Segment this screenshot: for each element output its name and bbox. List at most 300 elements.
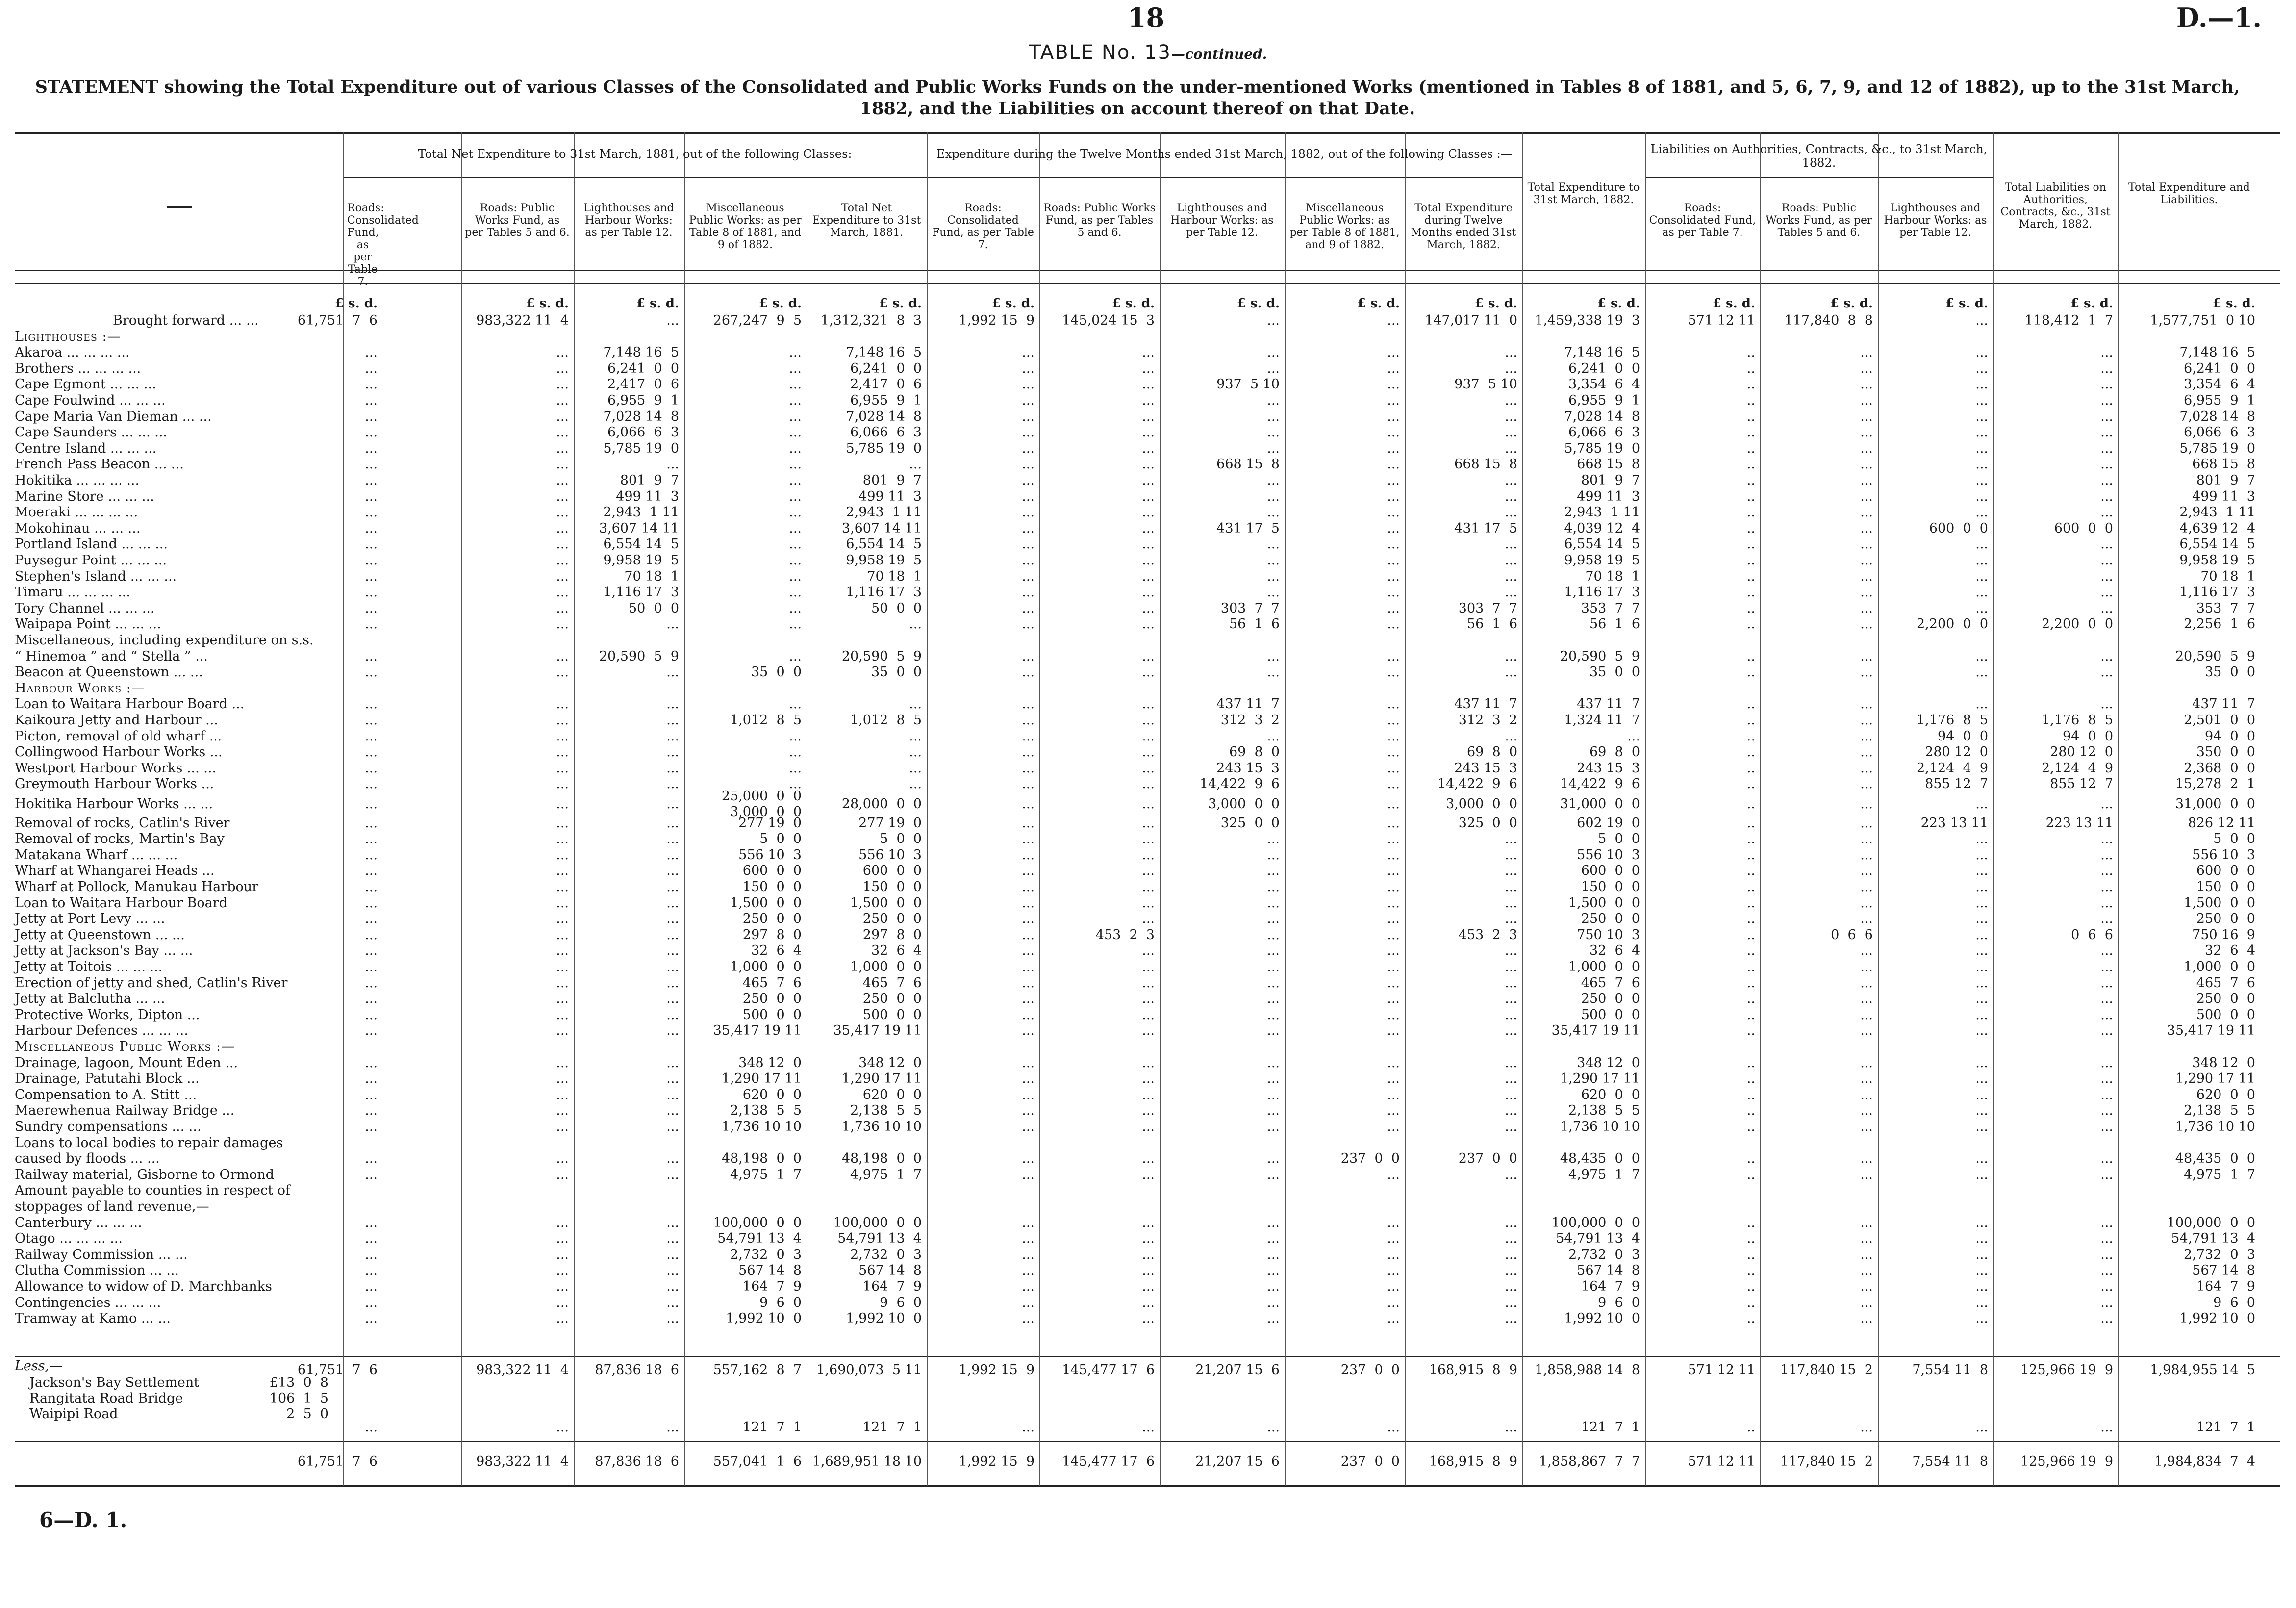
table-cell: ... bbox=[1975, 1103, 1988, 1119]
table-cell: ... bbox=[1505, 1007, 1517, 1022]
table-cell: 1,992 10 0 bbox=[2179, 1311, 2255, 1327]
currency-units: £ s. d. bbox=[2212, 296, 2255, 311]
table-cell: ... bbox=[365, 1087, 378, 1102]
table-cell: ... bbox=[1387, 393, 1400, 408]
row-label: Lighthouses :— bbox=[15, 329, 121, 344]
table-cell: ... bbox=[556, 696, 569, 712]
table-cell: 20,590 5 9 bbox=[2175, 648, 2255, 664]
table-cell: .. bbox=[1746, 488, 1755, 504]
table-cell: 70 18 1 bbox=[1585, 568, 1640, 584]
table-cell: ... bbox=[1387, 959, 1400, 974]
table-cell: ... bbox=[1505, 1055, 1517, 1071]
table-cell: ... bbox=[2100, 1007, 2113, 1022]
table-cell: ... bbox=[365, 377, 378, 392]
table-cell: ... bbox=[666, 1151, 679, 1167]
table-cell: 571 12 11 bbox=[1688, 313, 1755, 328]
table-cell: ... bbox=[365, 728, 378, 744]
table-cell: 277 19 0 bbox=[738, 815, 802, 831]
table-cell: ... bbox=[556, 1023, 569, 1039]
table-cell: ... bbox=[365, 648, 378, 664]
table-cell: 801 9 7 bbox=[862, 473, 922, 488]
row-label: Timaru ... ... ... ... bbox=[15, 585, 130, 600]
table-cell: 5,785 19 0 bbox=[603, 440, 679, 456]
row-label: Allowance to widow of D. Marchbanks bbox=[15, 1279, 272, 1294]
table-cell: 14,422 9 6 bbox=[1437, 776, 1517, 792]
table-cell: ... bbox=[1267, 393, 1280, 408]
table-cell: ... bbox=[666, 664, 679, 680]
currency-units: £ s. d. bbox=[758, 296, 802, 311]
table-cell: ... bbox=[365, 1247, 378, 1262]
row-label: Puysegur Point ... ... ... bbox=[15, 553, 167, 568]
table-cell: ... bbox=[1267, 728, 1280, 744]
table-cell: ... bbox=[1022, 760, 1034, 776]
table-cell: 348 12 0 bbox=[738, 1055, 802, 1071]
table-cell: 556 10 3 bbox=[1577, 847, 1640, 863]
row-label: Contingencies ... ... ... bbox=[15, 1295, 161, 1310]
table-cell: ... bbox=[1860, 1263, 1873, 1278]
table-cell: ... bbox=[1022, 1087, 1034, 1102]
table-cell: ... bbox=[2100, 408, 2113, 424]
table-cell: ... bbox=[556, 457, 569, 472]
table-cell: ... bbox=[1267, 1151, 1280, 1167]
table-cell: 56 1 6 bbox=[1229, 616, 1280, 632]
subtotal-cell: 87,836 18 6 bbox=[595, 1362, 679, 1378]
table-cell: ... bbox=[556, 553, 569, 568]
table-cell: ... bbox=[1860, 505, 1873, 520]
table-cell: ... bbox=[1022, 1151, 1034, 1167]
table-cell: ... bbox=[2100, 1247, 2113, 1262]
table-cell: ... bbox=[789, 616, 802, 632]
table-cell: .. bbox=[1746, 345, 1755, 360]
subtotal-cell: 983,322 11 4 bbox=[476, 1362, 569, 1378]
table-cell: ... bbox=[556, 796, 569, 812]
table-cell: .. bbox=[1746, 1055, 1755, 1071]
table-cell: ... bbox=[2100, 488, 2113, 504]
table-cell: 1,012 8 5 bbox=[730, 713, 802, 728]
table-cell: ... bbox=[365, 1215, 378, 1230]
table-cell: ... bbox=[365, 815, 378, 831]
table-cell: ... bbox=[666, 728, 679, 744]
table-cell: ... bbox=[909, 616, 922, 632]
table-cell: ... bbox=[365, 536, 378, 552]
table-cell: ... bbox=[1022, 553, 1034, 568]
table-cell: 2,943 1 11 bbox=[2179, 505, 2255, 520]
table-cell: .. bbox=[1746, 744, 1755, 760]
table-cell: ... bbox=[365, 360, 378, 376]
row-label: Cape Saunders ... ... ... bbox=[15, 425, 167, 440]
table-cell: ... bbox=[1022, 776, 1034, 792]
table-cell: 237 0 0 bbox=[1458, 1151, 1517, 1167]
column-header: Total Expenditure and Liabilities. bbox=[2128, 181, 2250, 206]
table-cell: ... bbox=[365, 927, 378, 943]
subtotal-cell: 145,477 17 6 bbox=[1062, 1362, 1155, 1378]
table-cell: ... bbox=[1505, 568, 1517, 584]
table-cell: ... bbox=[556, 1263, 569, 1278]
table-cell: 164 7 9 bbox=[2196, 1279, 2255, 1294]
table-cell: .. bbox=[1746, 927, 1755, 943]
table-cell: 620 0 0 bbox=[1581, 1087, 1640, 1102]
table-cell: .. bbox=[1746, 648, 1755, 664]
table-cell: 499 11 3 bbox=[858, 488, 922, 504]
table-cell: ... bbox=[1387, 760, 1400, 776]
table-cell: ... bbox=[666, 959, 679, 974]
table-cell: 5,785 19 0 bbox=[2179, 440, 2255, 456]
table-cell: ... bbox=[2100, 1055, 2113, 1071]
table-cell: ... bbox=[556, 1007, 569, 1022]
table-cell: ... bbox=[1860, 473, 1873, 488]
table-cell: ... bbox=[1387, 1231, 1400, 1247]
table-cell: ... bbox=[1142, 600, 1155, 616]
total-cell: 87,836 18 6 bbox=[595, 1454, 679, 1469]
table-cell: 750 16 9 bbox=[2192, 927, 2255, 943]
table-cell: ... bbox=[1142, 796, 1155, 812]
total-cell: 145,477 17 6 bbox=[1062, 1454, 1155, 1469]
table-cell: 223 13 11 bbox=[2045, 815, 2113, 831]
table-cell: 54,791 13 4 bbox=[1556, 1231, 1640, 1247]
table-cell: ... bbox=[1975, 1071, 1988, 1087]
table-cell: ... bbox=[1505, 488, 1517, 504]
table-cell: 2,138 5 5 bbox=[850, 1103, 922, 1119]
table-cell: ... bbox=[1022, 616, 1034, 632]
subtotal-cell: 7,554 11 8 bbox=[1912, 1362, 1988, 1378]
table-cell: 35 0 0 bbox=[1589, 664, 1640, 680]
row-label: Jetty at Port Levy ... ... bbox=[15, 911, 165, 927]
table-cell: ... bbox=[1387, 1167, 1400, 1182]
table-cell: ... bbox=[2100, 1215, 2113, 1230]
table-cell: ... bbox=[909, 760, 922, 776]
table-cell: ... bbox=[666, 744, 679, 760]
table-cell: ... bbox=[1975, 440, 1988, 456]
table-cell: ... bbox=[1387, 895, 1400, 911]
table-cell: ... bbox=[2100, 360, 2113, 376]
row-label: Waipapa Point ... ... ... bbox=[15, 616, 161, 632]
table-cell: ... bbox=[666, 796, 679, 812]
table-cell: 437 11 7 bbox=[1577, 696, 1640, 712]
table-cell: ... bbox=[1860, 1071, 1873, 1087]
table-cell: ... bbox=[2100, 1087, 2113, 1102]
currency-units: £ s. d. bbox=[1111, 296, 1155, 311]
table-cell: 2,138 5 5 bbox=[2184, 1103, 2255, 1119]
table-cell: ... bbox=[556, 815, 569, 831]
table-cell: ... bbox=[1022, 959, 1034, 974]
table-cell: ... bbox=[666, 815, 679, 831]
table-cell: ... bbox=[666, 1215, 679, 1230]
row-label: Stephen's Island ... ... ... bbox=[15, 568, 177, 584]
table-cell: .. bbox=[1746, 1007, 1755, 1022]
table-cell: 3,354 6 4 bbox=[2184, 377, 2255, 392]
table-cell: ... bbox=[1387, 776, 1400, 792]
table-cell: ... bbox=[1975, 585, 1988, 600]
table-cell: 2,417 0 6 bbox=[607, 377, 679, 392]
table-cell: 2,256 1 6 bbox=[2184, 616, 2255, 632]
table-cell: ... bbox=[556, 1311, 569, 1327]
table-cell: ... bbox=[1975, 360, 1988, 376]
table-cell: ... bbox=[556, 600, 569, 616]
table-cell: ... bbox=[1975, 488, 1988, 504]
subtotal-cell: 21,207 15 6 bbox=[1195, 1362, 1280, 1378]
table-cell: 243 15 3 bbox=[1577, 760, 1640, 776]
table-cell: ... bbox=[789, 696, 802, 712]
column-header: Lighthouses and Harbour Works: as per Table 12. bbox=[1170, 202, 1274, 239]
table-cell: ... bbox=[789, 345, 802, 360]
table-cell: ... bbox=[556, 1215, 569, 1230]
row-label: Loans to local bodies to repair damages bbox=[15, 1135, 283, 1150]
total-cell: 117,840 15 2 bbox=[1780, 1454, 1873, 1469]
table-cell: ... bbox=[789, 473, 802, 488]
table-cell: ... bbox=[909, 728, 922, 744]
table-cell: 1,290 17 11 bbox=[841, 1071, 922, 1087]
table-cell: ... bbox=[1975, 457, 1988, 472]
table-cell: ... bbox=[1387, 473, 1400, 488]
table-cell: ... bbox=[1022, 1247, 1034, 1262]
table-cell: ... bbox=[909, 696, 922, 712]
table-cell: ... bbox=[1142, 505, 1155, 520]
column-divider bbox=[2118, 132, 2119, 1486]
table-cell: .. bbox=[1746, 1087, 1755, 1102]
table-cell: ... bbox=[1975, 847, 1988, 863]
table-cell: ... bbox=[1142, 664, 1155, 680]
table-cell: ... bbox=[1860, 728, 1873, 744]
table-cell: 7,148 16 5 bbox=[2179, 345, 2255, 360]
table-cell: ... bbox=[1022, 1007, 1034, 1022]
table-cell: 453 2 3 bbox=[1458, 927, 1517, 943]
table-cell: 500 0 0 bbox=[742, 1007, 802, 1022]
table-cell: .. bbox=[1746, 1103, 1755, 1119]
table-cell: ... bbox=[666, 313, 679, 328]
table-cell: ... bbox=[1505, 1311, 1517, 1327]
table-cell: 32 6 4 bbox=[2204, 943, 2255, 959]
table-cell: ... bbox=[1860, 345, 1873, 360]
row-label: Centre Island ... ... ... bbox=[15, 440, 157, 456]
table-cell: ... bbox=[1142, 616, 1155, 632]
table-cell: 312 3 2 bbox=[1220, 713, 1280, 728]
table-cell: ... bbox=[1142, 1231, 1155, 1247]
row-label: stoppages of land revenue,— bbox=[15, 1199, 209, 1214]
subtotal-cell: 168,915 8 9 bbox=[1429, 1362, 1517, 1378]
table-cell: 6,955 9 1 bbox=[2184, 393, 2255, 408]
total-cell: 1,689,951 18 10 bbox=[812, 1454, 922, 1469]
table-cell: .. bbox=[1746, 425, 1755, 440]
table-cell: ... bbox=[365, 1295, 378, 1310]
table-cell: ... bbox=[365, 585, 378, 600]
table-cell: 1,290 17 11 bbox=[2175, 1071, 2255, 1087]
table-cell: ... bbox=[1505, 648, 1517, 664]
table-cell: ... bbox=[2100, 377, 2113, 392]
table-cell: ... bbox=[1142, 1279, 1155, 1294]
table-cell: ... bbox=[1022, 975, 1034, 991]
column-header: Roads: Public Works Fund, as per Tables 5 and 6. bbox=[1766, 202, 1872, 239]
less-item-amount: £13 0 8 bbox=[269, 1375, 328, 1390]
table-cell: ... bbox=[556, 616, 569, 632]
table-cell: ... bbox=[2100, 879, 2113, 894]
table-cell: ... bbox=[1975, 975, 1988, 991]
table-cell: ... bbox=[1505, 536, 1517, 552]
table-cell: ... bbox=[1142, 895, 1155, 911]
table-cell: .. bbox=[1746, 1167, 1755, 1182]
group-rule bbox=[927, 177, 1522, 178]
table-cell: ... bbox=[2100, 696, 2113, 712]
table-cell: 6,066 6 3 bbox=[607, 425, 679, 440]
table-cell: .. bbox=[1746, 585, 1755, 600]
table-cell: ... bbox=[666, 1023, 679, 1039]
table-cell: ... bbox=[1387, 991, 1400, 1007]
table-cell: 855 12 7 bbox=[1925, 776, 1988, 792]
table-cell: ... bbox=[1505, 1167, 1517, 1182]
table-cell: ... bbox=[556, 975, 569, 991]
subtotal-cell: 117,840 15 2 bbox=[1780, 1362, 1873, 1378]
table-cell: ... bbox=[556, 1119, 569, 1134]
table-cell: ... bbox=[1387, 457, 1400, 472]
table-cell: ... bbox=[556, 345, 569, 360]
table-rule bbox=[15, 132, 2280, 134]
table-cell: ... bbox=[1022, 1263, 1034, 1278]
table-cell: ... bbox=[1975, 1311, 1988, 1327]
table-cell: 431 17 5 bbox=[1454, 520, 1517, 536]
table-cell: 164 7 9 bbox=[862, 1279, 922, 1294]
table-cell: ... bbox=[1505, 425, 1517, 440]
less-cell: 121 7 1 bbox=[2196, 1420, 2255, 1435]
table-cell: .. bbox=[1746, 440, 1755, 456]
currency-units: £ s. d. bbox=[1236, 296, 1280, 311]
table-cell: ... bbox=[1022, 696, 1034, 712]
total-cell: 1,984,834 7 4 bbox=[2154, 1454, 2255, 1469]
table-cell: ... bbox=[556, 505, 569, 520]
table-cell: ... bbox=[1975, 696, 1988, 712]
table-cell: ... bbox=[1022, 831, 1034, 847]
table-cell: 7,028 14 8 bbox=[846, 408, 922, 424]
table-cell: ... bbox=[1022, 713, 1034, 728]
table-cell: ... bbox=[1022, 520, 1034, 536]
table-cell: ... bbox=[556, 440, 569, 456]
table-cell: ... bbox=[789, 648, 802, 664]
table-cell: 453 2 3 bbox=[1095, 927, 1155, 943]
table-cell: ... bbox=[1142, 1055, 1155, 1071]
row-label: Tramway at Kamo ... ... bbox=[15, 1311, 171, 1327]
table-cell: 14,422 9 6 bbox=[1560, 776, 1640, 792]
table-cell: 31,000 0 0 bbox=[2175, 796, 2255, 812]
table-cell: 2,732 0 3 bbox=[2184, 1247, 2255, 1262]
table-cell: 250 0 0 bbox=[2196, 911, 2255, 927]
table-cell: ... bbox=[2100, 568, 2113, 584]
table-cell: 48,198 0 0 bbox=[841, 1151, 922, 1167]
table-cell: ... bbox=[1505, 473, 1517, 488]
table-cell: ... bbox=[1975, 1007, 1988, 1022]
table-cell: .. bbox=[1746, 831, 1755, 847]
table-cell: 6,066 6 3 bbox=[850, 425, 922, 440]
table-cell: 855 12 7 bbox=[2050, 776, 2113, 792]
table-cell: ... bbox=[1387, 879, 1400, 894]
table-cell: 437 11 7 bbox=[1216, 696, 1280, 712]
table-cell: ... bbox=[1142, 911, 1155, 927]
row-label: Amount payable to counties in respect of bbox=[15, 1183, 290, 1199]
table-cell: ... bbox=[556, 1231, 569, 1247]
table-cell: ... bbox=[1505, 1279, 1517, 1294]
table-cell: 937 5 10 bbox=[1454, 377, 1517, 392]
table-cell: ... bbox=[1267, 568, 1280, 584]
table-cell: .. bbox=[1746, 776, 1755, 792]
table-cell: 7,148 16 5 bbox=[846, 345, 922, 360]
table-cell: ... bbox=[666, 895, 679, 911]
column-header: Miscellaneous Public Works: as per Table 8 of 1881, and 9 of 1882. bbox=[1289, 202, 1400, 251]
table-cell: ... bbox=[1142, 1247, 1155, 1262]
row-label: Loan to Waitara Harbour Board bbox=[15, 895, 227, 911]
table-cell: 602 19 0 bbox=[1577, 815, 1640, 831]
table-cell: 54,791 13 4 bbox=[837, 1231, 922, 1247]
table-cell: 668 15 8 bbox=[1454, 457, 1517, 472]
table-cell: ... bbox=[1142, 1119, 1155, 1134]
table-cell: 1,992 10 0 bbox=[1564, 1311, 1640, 1327]
table-cell: ... bbox=[1860, 1023, 1873, 1039]
table-cell: ... bbox=[1387, 911, 1400, 927]
table-cell: .. bbox=[1746, 520, 1755, 536]
table-cell: .. bbox=[1746, 408, 1755, 424]
table-cell: ... bbox=[1387, 1295, 1400, 1310]
group-header: Liabilities on Authorities, Contracts, &c., to 31st March, 1882. bbox=[1650, 142, 1988, 170]
subtotal-cell: 571 12 11 bbox=[1688, 1362, 1755, 1378]
table-cell: ... bbox=[2100, 393, 2113, 408]
table-cell: ... bbox=[1860, 911, 1873, 927]
row-label: Miscellaneous Public Works :— bbox=[15, 1039, 235, 1054]
row-label: Harbour Works :— bbox=[15, 680, 145, 696]
table-cell: 1,116 17 3 bbox=[603, 585, 679, 600]
table-cell: 556 10 3 bbox=[858, 847, 922, 863]
row-label: Railway material, Gisborne to Ormond bbox=[15, 1167, 275, 1182]
table-cell: ... bbox=[1975, 1263, 1988, 1278]
table-cell: ... bbox=[365, 863, 378, 879]
column-header: Total Net Expenditure to 31st March, 1881. bbox=[812, 202, 921, 239]
table-cell: ... bbox=[2100, 440, 2113, 456]
table-cell: ... bbox=[1142, 393, 1155, 408]
table-cell: 1,176 8 5 bbox=[2042, 713, 2113, 728]
table-cell: ... bbox=[789, 728, 802, 744]
table-cell: ... bbox=[1860, 1007, 1873, 1022]
table-cell: 5,785 19 0 bbox=[846, 440, 922, 456]
table-cell: 1,992 15 9 bbox=[959, 313, 1034, 328]
table-cell: .. bbox=[1746, 393, 1755, 408]
table-cell: ... bbox=[2100, 1151, 2113, 1167]
table-cell: ... bbox=[789, 600, 802, 616]
table-cell: ... bbox=[365, 895, 378, 911]
table-cell: ... bbox=[2100, 664, 2113, 680]
less-cell: ... bbox=[1860, 1420, 1873, 1435]
table-cell: 556 10 3 bbox=[2192, 847, 2255, 863]
table-cell: 5,785 19 0 bbox=[1564, 440, 1640, 456]
table-cell: .. bbox=[1746, 553, 1755, 568]
subtotal-cell: 1,690,073 5 11 bbox=[816, 1362, 922, 1378]
table-cell: ... bbox=[1267, 1007, 1280, 1022]
table-cell: .. bbox=[1746, 975, 1755, 991]
table-cell: ... bbox=[556, 959, 569, 974]
table-cell: 20,590 5 9 bbox=[1560, 648, 1640, 664]
total-cell: 168,915 8 9 bbox=[1429, 1454, 1517, 1469]
table-cell: ... bbox=[556, 831, 569, 847]
table-cell: ... bbox=[1860, 1279, 1873, 1294]
table-cell: 35,417 19 11 bbox=[1551, 1023, 1640, 1039]
table-cell: 94 0 0 bbox=[1937, 728, 1988, 744]
table-cell: ... bbox=[1505, 1295, 1517, 1310]
table-cell: 1,500 0 0 bbox=[730, 895, 802, 911]
table-cell: .. bbox=[1746, 911, 1755, 927]
table-cell: 70 18 1 bbox=[867, 568, 922, 584]
table-cell: 353 7 7 bbox=[2196, 600, 2255, 616]
table-cell: ... bbox=[556, 776, 569, 792]
row-label: Jetty at Toitois ... ... ... bbox=[15, 959, 163, 974]
less-cell: ... bbox=[1267, 1420, 1280, 1435]
currency-units: £ s. d. bbox=[1357, 296, 1400, 311]
table-cell: ... bbox=[666, 975, 679, 991]
table-cell: 668 15 8 bbox=[1577, 457, 1640, 472]
table-cell: ... bbox=[1387, 1087, 1400, 1102]
